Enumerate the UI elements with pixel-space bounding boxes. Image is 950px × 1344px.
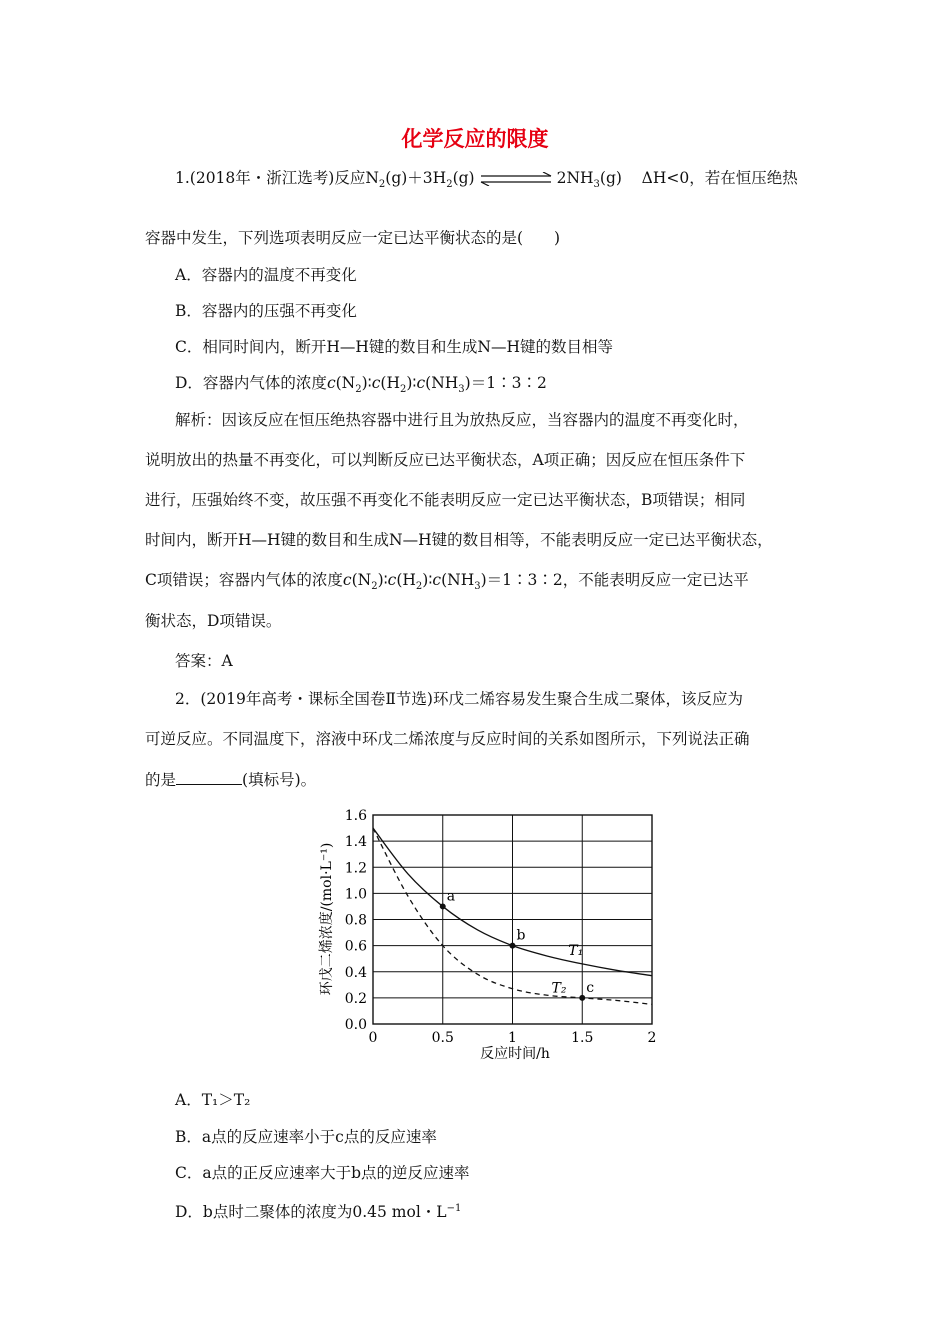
- y-tick-label: 1.4: [344, 834, 367, 851]
- equilibrium-arrow-icon: [479, 172, 553, 186]
- q1-stem-line2: 容器中发生，下列选项表明反应一定已达平衡状态的是( ): [145, 229, 561, 247]
- q2-stem-line1: 2．(2019年高考・课标全国卷Ⅱ节选)环戊二烯容易发生聚合生成二聚体，该反应为: [175, 690, 743, 708]
- point-c: [579, 995, 585, 1001]
- q2-stem-line2: 可逆反应。不同温度下，溶液中环戊二烯浓度与反应时间的关系如图所示，下列说法正确: [145, 730, 750, 748]
- q1-option-c: C．相同时间内，断开H—H键的数目和生成N—H键的数目相等: [175, 338, 613, 356]
- q1-stem-line1: 1.(2018年・浙江选考)反应$N_2(g)+3H_2(g)$ $2NH_3(g)$ ΔH<0，若在恒压绝热: [175, 169, 798, 191]
- chart-grid: [373, 815, 652, 1024]
- q1-explain-line5: C项错误；容器内气体的浓度$c(N_2)∶c(H_2)∶c(NH_3)=1∶3∶2$，不能表明反应一定已达平: [145, 571, 749, 593]
- page-title: 化学反应的限度: [401, 127, 549, 151]
- q1-answer: 答案：A: [175, 652, 233, 670]
- q2-option-b: B．a点的反应速率小于c点的反应速率: [175, 1128, 437, 1146]
- q1-explain-line1: 解析：因该反应在恒压绝热容器中进行且为放热反应，当容器内的温度不再变化时，: [175, 411, 749, 429]
- point-a: [440, 903, 446, 909]
- q1-option-b: B．容器内的压强不再变化: [175, 302, 357, 320]
- q1-option-a: A．容器内的温度不再变化: [175, 266, 357, 284]
- point-label-b: b: [516, 927, 526, 944]
- y-tick-label: 1.2: [344, 860, 367, 877]
- y-tick-label: 0.6: [344, 938, 367, 955]
- y-tick-label: 1.0: [344, 886, 367, 903]
- point-label-a: a: [446, 888, 456, 905]
- point-b: [510, 943, 516, 949]
- chart-ticks: [345, 808, 657, 1046]
- x-tick-label: 1: [508, 1030, 517, 1046]
- q1-explain-line3: 进行，压强始终不变，故压强不再变化不能表明反应一定已达平衡状态，B项错误；相同: [145, 491, 746, 509]
- x-tick-label: 0.5: [431, 1030, 454, 1046]
- series-label-t2: T₂: [551, 980, 567, 997]
- q1-explain-line4: 时间内，断开H—H键的数目和生成N—H键的数目相等，不能表明反应一定已达平衡状态，: [145, 531, 773, 549]
- q1-explain-line2: 说明放出的热量不再变化，可以判断反应已达平衡状态，A项正确；因反应在恒压条件下: [145, 451, 746, 469]
- concentration-time-chart: [315, 800, 665, 1070]
- q2-option-d: D．b点时二聚体的浓度为0.45 mol・$L^{-1}$: [175, 1203, 462, 1222]
- y-tick-label: 1.6: [344, 808, 367, 824]
- q1-explain-line6: 衡状态，D项错误。: [145, 612, 282, 630]
- y-tick-label: 0.0: [344, 1017, 367, 1033]
- x-axis-label: 反应时间/h: [480, 1046, 550, 1062]
- x-tick-label: 0: [368, 1030, 378, 1046]
- q1-option-d: D．容器内气体的浓度$c(N_2)∶c(H_2)∶c(NH_3)=1∶3∶2$: [175, 374, 547, 396]
- q2-stem-line3: 的是 (填标号)。: [145, 771, 317, 789]
- y-tick-label: 0.4: [344, 964, 367, 981]
- x-tick-label: 1.5: [571, 1030, 594, 1046]
- q2-option-a: A．T₁＞T₂: [175, 1091, 251, 1109]
- q2-option-c: C．a点的正反应速率大于b点的逆反应速率: [175, 1164, 470, 1182]
- x-tick-label: 2: [647, 1030, 657, 1046]
- y-tick-label: 0.8: [344, 912, 367, 929]
- point-label-c: c: [586, 979, 595, 996]
- answer-blank[interactable]: [176, 770, 242, 785]
- series-label-t1: T₁: [568, 942, 584, 959]
- y-tick-label: 0.2: [344, 990, 367, 1007]
- y-axis-label: 环戊二烯浓度/(mol·L⁻¹): [319, 842, 335, 996]
